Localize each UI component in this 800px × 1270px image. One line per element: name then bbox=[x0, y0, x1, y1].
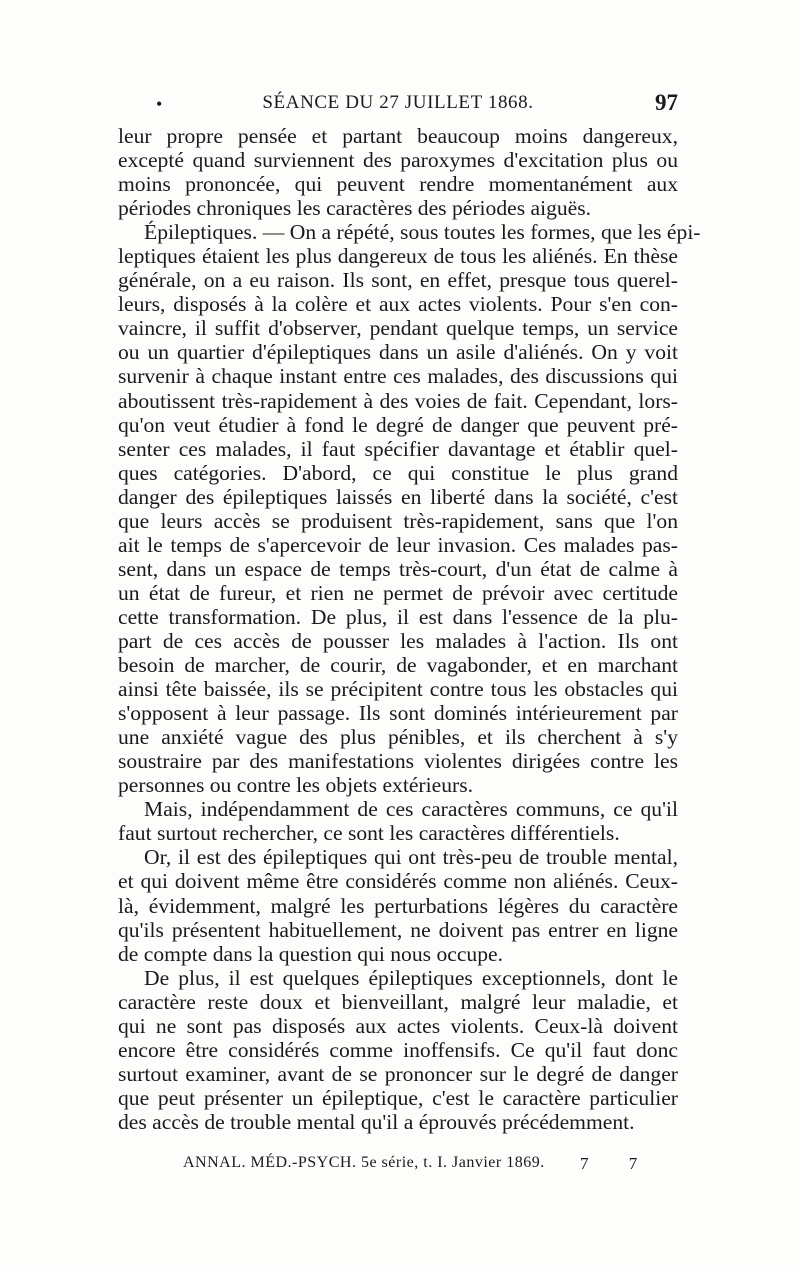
text-line: sent, dans un espace de temps très-court, d'un état de calme à bbox=[118, 556, 678, 581]
text-line: ques catégories. D'abord, ce qui constitue le plus grand bbox=[118, 460, 678, 485]
text-line: qu'ils présentent habituellement, ne doivent pas entrer en ligne bbox=[118, 917, 678, 942]
text-line: s'opposent à leur passage. Ils sont dominés intérieurement par bbox=[118, 701, 678, 726]
text-line: que leurs accès se produisent très-rapidement, sans que l'on bbox=[118, 508, 678, 533]
text-line: cette transformation. De plus, il est dans l'essence de la plu- bbox=[118, 604, 678, 629]
text-line: qui ne sont pas disposés aux actes violents. Ceux-là doivent bbox=[118, 1013, 678, 1038]
text-line: soustraire par des manifestations violentes dirigées contre les bbox=[118, 749, 678, 774]
text-line: ainsi tête baissée, ils se précipitent contre tous les obstacles qui bbox=[118, 677, 678, 702]
text-line: excepté quand surviennent des paroxymes d'excitation plus ou bbox=[118, 148, 678, 173]
text-line: générale, on a eu raison. Ils sont, en effet, presque tous querel- bbox=[118, 268, 678, 293]
text-line: leurs, disposés à la colère et aux actes violents. Pour s'en con- bbox=[118, 292, 678, 317]
text-line: De plus, il est quelques épileptiques exceptionnels, dont le bbox=[144, 965, 678, 990]
text-line: survenir à chaque instant entre ces malades, des discussions qui bbox=[118, 364, 678, 389]
signature-mark: 7 7 bbox=[580, 1154, 656, 1173]
text-line: des accès de trouble mental qu'il a éprouvés précédemment. bbox=[118, 1109, 635, 1134]
text-line: de compte dans la question qui nous occupe. bbox=[118, 941, 503, 966]
text-line: vaincre, il suffit d'observer, pendant quelque temps, un service bbox=[118, 316, 678, 341]
running-header bbox=[118, 88, 678, 122]
text-line: part de ces accès de pousser les malades à l'action. Ils ont bbox=[118, 628, 678, 653]
header-ornament: • bbox=[156, 94, 163, 114]
text-line: que peut présenter un épileptique, c'est le caractère particulier bbox=[118, 1085, 678, 1110]
text-line: ou un quartier d'épileptiques dans un asile d'aliénés. On y voit bbox=[118, 340, 678, 365]
text-line: une anxiété vague des plus pénibles, et ils cherchent à s'y bbox=[118, 725, 678, 750]
text-line: faut surtout rechercher, ce sont les caractères différentiels. bbox=[118, 821, 620, 846]
page-number: 97 bbox=[655, 90, 678, 115]
text-line: un état de fureur, et rien ne permet de prévoir avec certitude bbox=[118, 580, 678, 605]
text-line: périodes chroniques les caractères des périodes aiguës. bbox=[118, 196, 592, 221]
page-footer bbox=[118, 1152, 678, 1178]
text-line: personnes ou contre les objets extérieurs. bbox=[118, 773, 473, 798]
text-line: moins prononcée, qui peuvent rendre momentanément aux bbox=[118, 172, 678, 197]
text-line: senter ces malades, il faut spécifier davantage et établir quel- bbox=[118, 436, 678, 461]
text-line: leur propre pensée et partant beaucoup moins dangereux, bbox=[118, 124, 678, 148]
text-line: surtout examiner, avant de se prononcer sur le degré de danger bbox=[118, 1061, 678, 1086]
text-line: qu'on veut étudier à fond le degré de danger que peuvent pré- bbox=[118, 412, 678, 437]
text-line: encore être considérés comme inoffensifs. Ce qu'il faut donc bbox=[118, 1037, 678, 1062]
text-line: danger des épileptiques laissés en liberté dans la société, c'est bbox=[118, 484, 678, 509]
text-line: là, évidemment, malgré les perturbations légères du caractère bbox=[118, 893, 678, 918]
text-line: ait le temps de s'apercevoir de leur invasion. Ces malades pas- bbox=[118, 532, 678, 557]
footer-reference: ANNAL. MÉD.-PSYCH. 5e série, t. I. Janvier 1869. bbox=[183, 1154, 545, 1171]
header-title: SÉANCE DU 27 JUILLET 1868. bbox=[262, 92, 534, 113]
text-line: leptiques étaient les plus dangereux de tous les aliénés. En thèse bbox=[118, 244, 678, 269]
text-line: Or, il est des épileptiques qui ont très-peu de trouble mental, bbox=[144, 845, 678, 870]
text-line: aboutissent très-rapidement à des voies de fait. Cependant, lors- bbox=[118, 388, 678, 413]
text-line: Mais, indépendamment de ces caractères communs, ce qu'il bbox=[144, 797, 678, 822]
text-line: et qui doivent même être considérés comme non aliénés. Ceux- bbox=[118, 869, 678, 894]
text-line: Épileptiques. — On a répété, sous toutes les formes, que les épi- bbox=[144, 220, 701, 245]
text-line: besoin de marcher, de courir, de vagabonder, et en marchant bbox=[118, 653, 678, 678]
body-text bbox=[118, 124, 701, 1134]
text-line: caractère reste doux et bienveillant, malgré leur maladie, et bbox=[118, 989, 678, 1014]
